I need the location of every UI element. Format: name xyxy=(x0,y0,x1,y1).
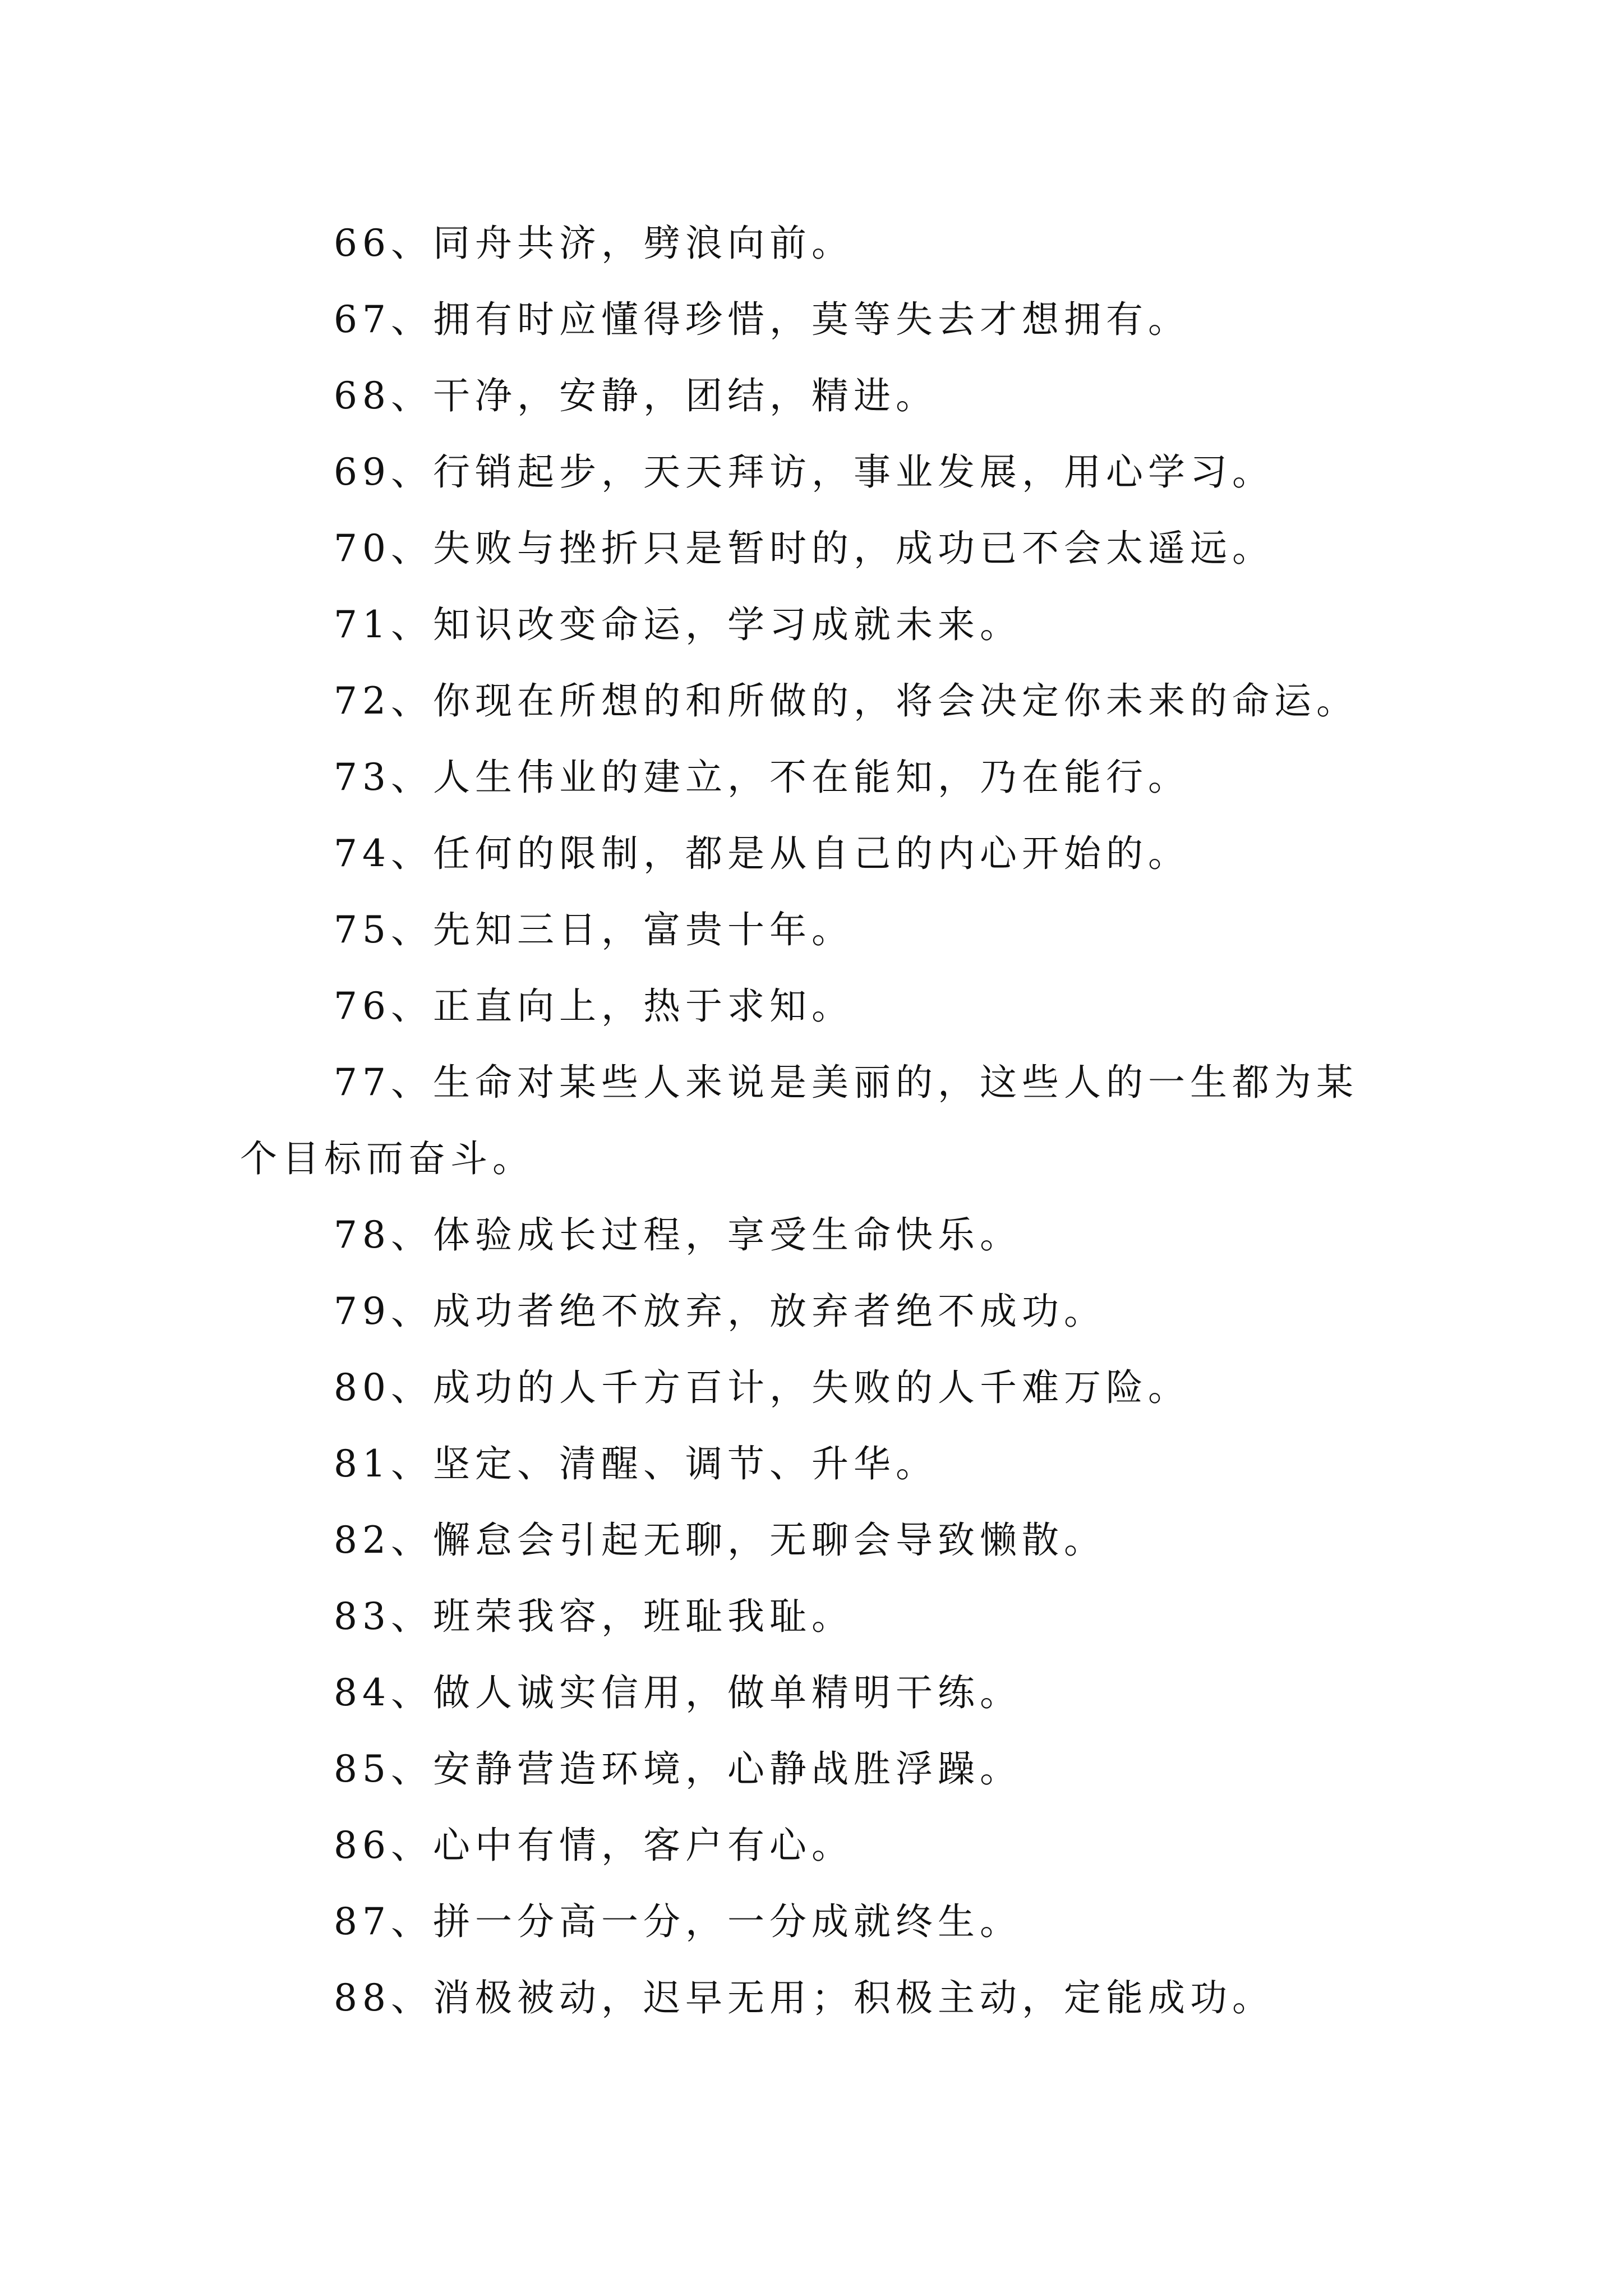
quote-71: 71、知识改变命运，学习成就未来。 xyxy=(334,603,1022,646)
quote-69: 69、行销起步，天天拜访，事业发展，用心学习。 xyxy=(334,450,1274,494)
quote-70: 70、失败与挫折只是暂时的，成功已不会太遥远。 xyxy=(334,527,1274,570)
quote-84: 84、做人诚实信用，做单精明干练。 xyxy=(334,1671,1022,1714)
quote-74: 74、任何的限制，都是从自己的内心开始的。 xyxy=(334,832,1190,875)
quote-87: 87、拼一分高一分，一分成就终生。 xyxy=(334,1900,1022,1943)
quote-81: 81、坚定、清醒、调节、升华。 xyxy=(334,1442,938,1485)
quote-83: 83、班荣我容，班耻我耻。 xyxy=(334,1595,854,1638)
quote-76: 76、正直向上，热于求知。 xyxy=(334,984,854,1028)
quote-77-continuation: 个目标而奋斗。 xyxy=(240,1137,534,1180)
quote-78: 78、体验成长过程，享受生命快乐。 xyxy=(334,1213,1022,1257)
quote-66: 66、同舟共济，劈浪向前。 xyxy=(334,222,854,265)
quote-72: 72、你现在所想的和所做的，将会决定你未来的命运。 xyxy=(334,679,1358,723)
quote-85: 85、安静营造环境，心静战胜浮躁。 xyxy=(334,1747,1022,1791)
quote-77: 77、生命对某些人来说是美丽的，这些人的一生都为某 xyxy=(334,1061,1358,1104)
quote-73: 73、人生伟业的建立，不在能知，乃在能行。 xyxy=(334,756,1190,799)
quote-80: 80、成功的人千方百计，失败的人千难万险。 xyxy=(334,1366,1190,1409)
quote-67: 67、拥有时应懂得珍惜，莫等失去才想拥有。 xyxy=(334,298,1190,341)
quote-79: 79、成功者绝不放弃，放弃者绝不成功。 xyxy=(334,1290,1106,1333)
quote-68: 68、干净，安静，团结，精进。 xyxy=(334,374,938,417)
quote-86: 86、心中有情，客户有心。 xyxy=(334,1824,854,1867)
quote-75: 75、先知三日，富贵十年。 xyxy=(334,908,854,951)
quote-82: 82、懈怠会引起无聊，无聊会导致懒散。 xyxy=(334,1519,1106,1562)
quote-88: 88、消极被动，迟早无用；积极主动，定能成功。 xyxy=(334,1976,1274,2019)
